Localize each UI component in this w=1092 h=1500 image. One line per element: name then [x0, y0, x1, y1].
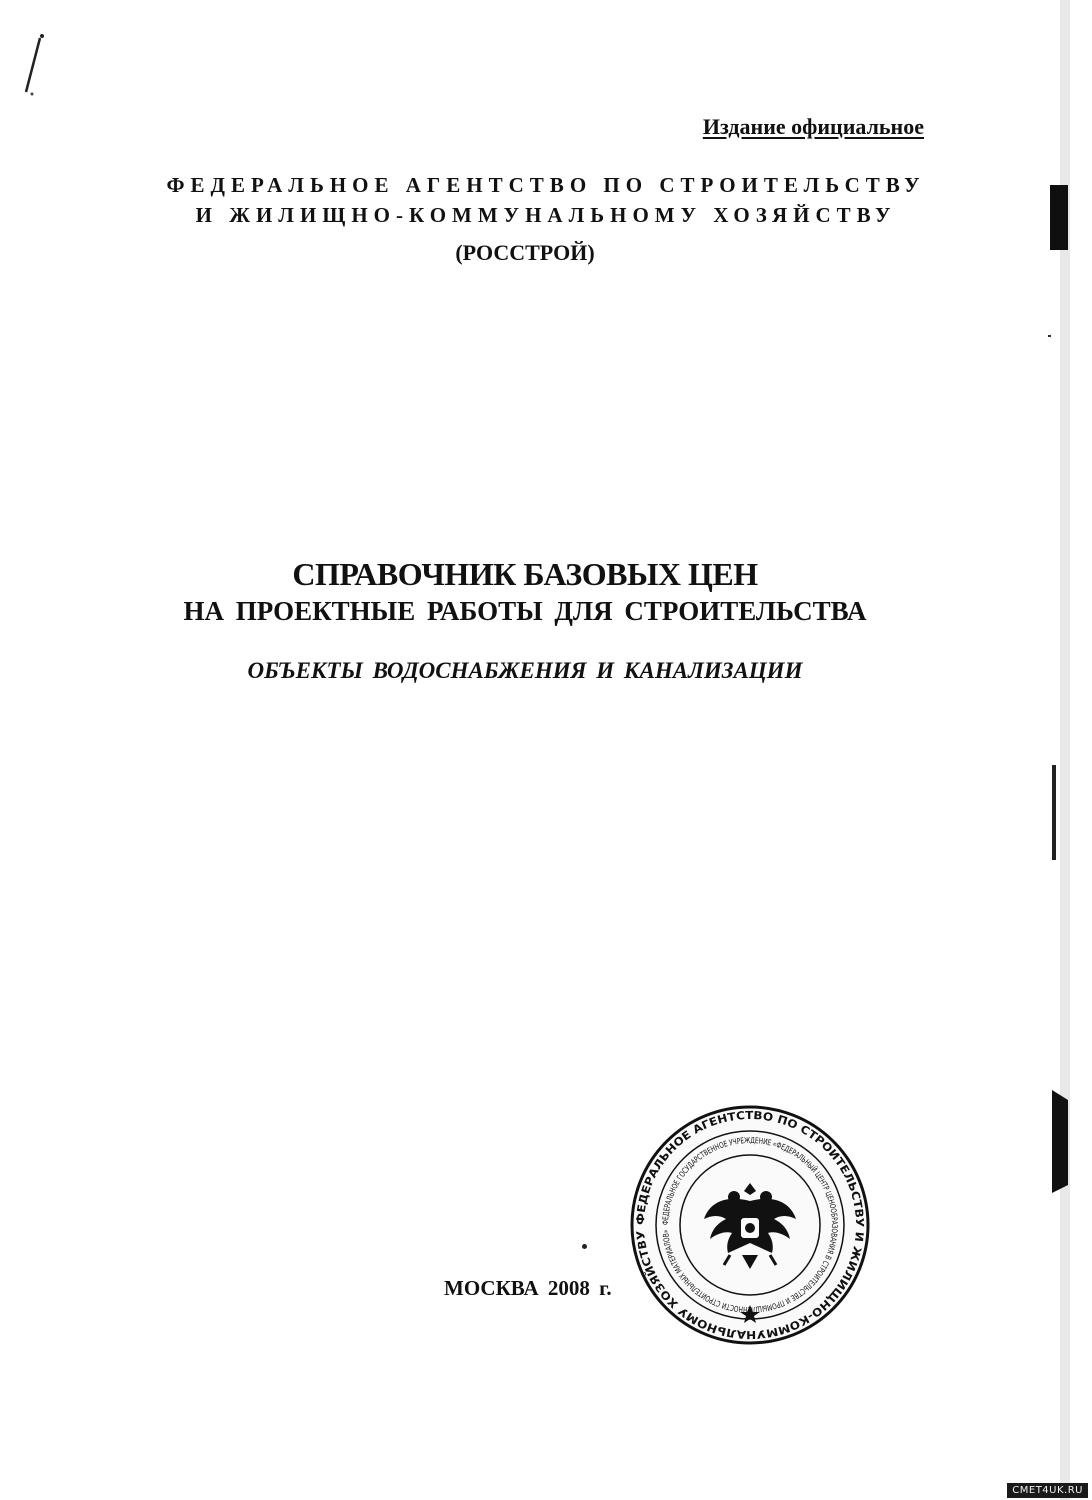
- scan-edge-artifact: [1022, 0, 1092, 1500]
- agency-abbreviation: (РОССТРОЙ): [455, 240, 595, 265]
- pen-mark: [18, 30, 78, 100]
- document-subject: ОБЪЕКТЫ ВОДОСНАБЖЕНИЯ И КАНАЛИЗАЦИИ: [247, 658, 803, 683]
- site-watermark: СМЕТ4UK.RU: [1007, 1483, 1088, 1498]
- scan-dot: [582, 1244, 587, 1249]
- document-title: СПРАВОЧНИК БАЗОВЫХ ЦЕН: [292, 556, 758, 592]
- document-subtitle: НА ПРОЕКТНЫЕ РАБОТЫ ДЛЯ СТРОИТЕЛЬСТВА: [183, 596, 867, 626]
- place-and-year: МОСКВА 2008 г.: [444, 1276, 612, 1300]
- agency-name-line-1: ФЕДЕРАЛЬНОЕ АГЕНТСТВО ПО СТРОИТЕЛЬСТВУ: [166, 173, 926, 197]
- seal-outer-text: ФЕДЕРАЛЬНОЕ АГЕНТСТВО ПО СТРОИТЕЛЬСТВУ И ЖИЛИЩНО-КОММУНАЛЬНОМУ ХОЗЯЙСТВУ: [633, 1108, 867, 1342]
- seal-inner-text: ФЕДЕРАЛЬНОЕ ГОСУДАРСТВЕННОЕ УЧРЕЖДЕНИЕ «ФЕДЕРАЛЬНЫЙ ЦЕНТР ЦЕНООБРАЗОВАНИЯ В СТРОИТЕЛЬСТВЕ И ПРОМЫШЛ ННОСТИ СТРОИТЕЛЬНЫХ МАТЕРИАЛОВ»: [660, 1135, 840, 1315]
- agency-name-line-2: И ЖИЛИЩНО-КОММУНАЛЬНОМУ ХОЗЯЙСТВУ: [195, 203, 897, 227]
- official-edition-label: Издание официальное: [702, 114, 924, 139]
- official-seal-stamp: [630, 1105, 870, 1345]
- agency-name: [0, 170, 1092, 230]
